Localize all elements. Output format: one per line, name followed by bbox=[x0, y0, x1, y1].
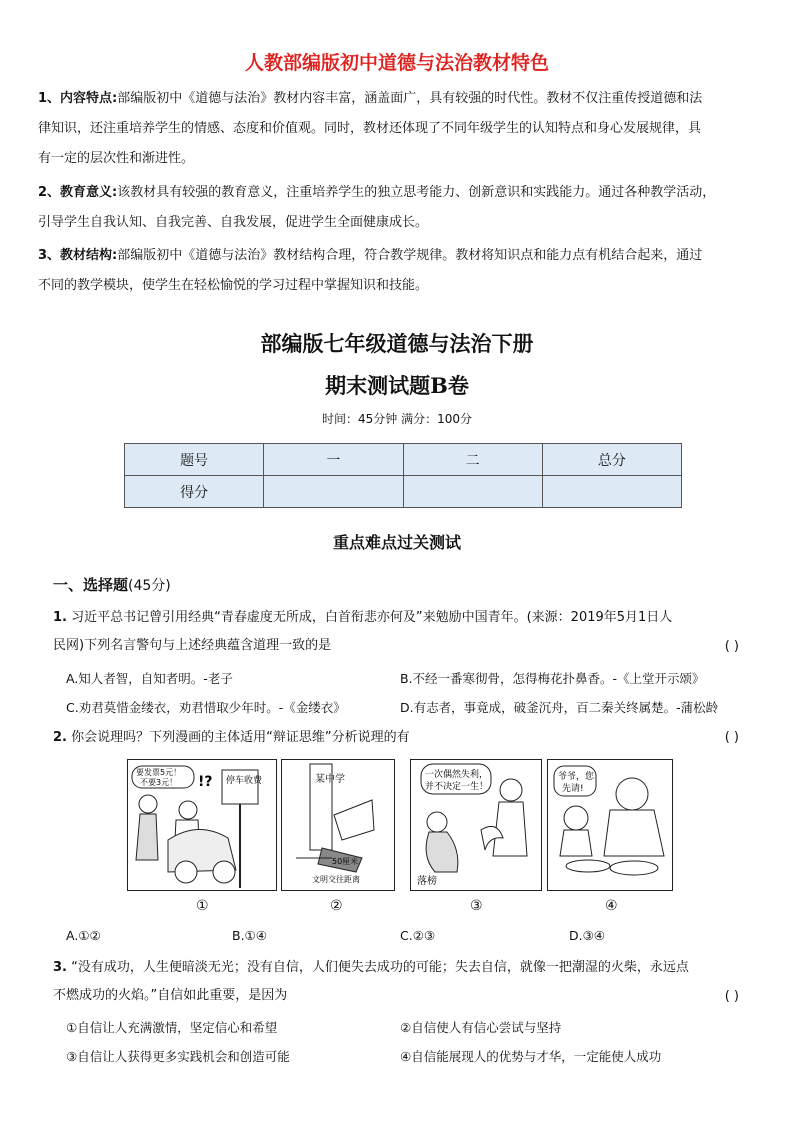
table-header-cell: 一 bbox=[264, 444, 403, 476]
cartoon-1-caption: ① bbox=[196, 898, 209, 914]
question-number: 2. bbox=[53, 730, 67, 745]
question-text: “没有成功，人生便暗淡无光；没有自信，人们便失去成功的可能；失去自信，就像一把潮湿的火柴，永远点 bbox=[71, 960, 689, 975]
cartoon-1-sign: 停车收费 bbox=[226, 776, 263, 786]
option-4[interactable]: ④自信能展现人的优势与才华，一定能使人成功 bbox=[400, 1049, 662, 1064]
question-text: 民网)下列名言警句与上述经典蕴含道理一致的是 bbox=[53, 638, 332, 653]
cartoon-3-caption: ③ bbox=[470, 898, 483, 914]
question-2 bbox=[53, 724, 741, 752]
section-subtitle: 重点难点过关测试 bbox=[332, 533, 461, 552]
cartoon-4-bubble-1: 爷爷，您 bbox=[558, 772, 595, 782]
table-header-cell: 总分 bbox=[542, 444, 681, 476]
option-3[interactable]: ③自信让人获得更多实践机会和创造可能 bbox=[66, 1049, 290, 1064]
intro-text: 部编版初中《道德与法治》教材结构合理，符合教学规律。教材将知识点和能力点有机结合起来，通过 bbox=[117, 248, 703, 263]
option-c[interactable]: C.②③ bbox=[400, 928, 436, 943]
intro-text: 该教材具有较强的教育意义，注重培养学生的独立思考能力、创新意识和实践能力。通过各种教学活动， bbox=[117, 185, 716, 200]
question-number: 1. bbox=[53, 610, 67, 625]
option-d[interactable]: D.有志者，事竟成，破釜沉舟，百二秦关终属楚。-蒲松龄 bbox=[400, 700, 719, 715]
option-b[interactable]: B.不经一番寒彻骨，怎得梅花扑鼻香。-《上堂开示颂》 bbox=[400, 671, 705, 686]
cartoon-2-distance: 50厘米 bbox=[332, 857, 359, 866]
score-cell[interactable] bbox=[403, 476, 542, 508]
cartoon-2-image bbox=[281, 759, 395, 891]
score-cell[interactable] bbox=[264, 476, 403, 508]
intro-text: 引导学生自我认知、自我完善、自我发展，促进学生全面健康成长。 bbox=[38, 215, 429, 230]
cartoon-2-note: 文明交往距离 bbox=[312, 875, 360, 884]
option-d[interactable]: D.③④ bbox=[569, 928, 606, 943]
svg-text:!?: !? bbox=[198, 774, 213, 790]
cartoon-2-caption: ② bbox=[330, 898, 343, 914]
cartoon-1-bubble-2: 不要3元！ bbox=[140, 778, 178, 787]
exam-title: 部编版七年级道德与法治下册 bbox=[260, 331, 534, 356]
table-row-label: 得分 bbox=[125, 476, 264, 508]
score-table bbox=[124, 443, 682, 508]
intro-paragraph-2 bbox=[38, 178, 760, 238]
cartoon-4-image bbox=[547, 759, 673, 891]
cartoon-3-image bbox=[410, 759, 542, 891]
cartoon-1-image bbox=[127, 759, 277, 891]
option-b[interactable]: B.①④ bbox=[232, 928, 267, 943]
question-text: 你会说理吗？下列漫画的主体适用“辩证思维”分析说理的有 bbox=[71, 730, 410, 745]
question-number: 3. bbox=[53, 960, 67, 975]
question-text: 不燃成功的火焰。”自信如此重要，是因为 bbox=[53, 988, 288, 1003]
intro-text: 不同的教学模块，使学生在轻松愉悦的学习过程中掌握知识和技能。 bbox=[38, 278, 429, 293]
answer-paren: ( ) bbox=[724, 730, 739, 745]
cartoon-3-bubble-2: 并不决定一生！ bbox=[425, 782, 489, 792]
intro-paragraph-3 bbox=[38, 241, 760, 301]
table-header-cell: 二 bbox=[403, 444, 542, 476]
intro-text: 有一定的层次性和渐进性。 bbox=[38, 151, 195, 166]
question-text: 习近平总书记曾引用经典“青春虚度无所成，白首衔悲亦何及”来勉励中国青年。(来源：2019年5月1日人 bbox=[71, 610, 673, 625]
option-2[interactable]: ②自信使人有信心尝试与坚持 bbox=[400, 1020, 562, 1035]
intro-label: 1、内容特点: bbox=[38, 91, 118, 106]
time-info: 时间：45分钟 满分：100分 bbox=[322, 412, 472, 426]
cartoon-3-label: 落榜 bbox=[417, 876, 437, 887]
cartoon-2-sign: 某中学 bbox=[315, 774, 345, 785]
cartoon-4-bubble-2: 先请! bbox=[562, 784, 584, 794]
intro-label: 2、教育意义: bbox=[38, 185, 118, 200]
answer-paren: ( ) bbox=[724, 989, 739, 1004]
answer-paren: ( ) bbox=[724, 639, 739, 654]
cartoon-3-bubble-1: 一次偶然失利， bbox=[425, 770, 489, 780]
section-title: 一、选择题 bbox=[53, 576, 129, 594]
intro-text: 律知识，还注重培养学生的情感、态度和价值观。同时，教材还体现了不同年级学生的认知特点和身心发展规律，具 bbox=[38, 121, 702, 136]
option-a[interactable]: A.①② bbox=[66, 928, 101, 943]
cartoon-4-caption: ④ bbox=[605, 898, 618, 914]
section-heading bbox=[53, 574, 171, 595]
table-header-cell: 题号 bbox=[125, 444, 264, 476]
option-1[interactable]: ①自信让人充满激情，坚定信心和希望 bbox=[66, 1020, 278, 1035]
intro-paragraph-1 bbox=[38, 84, 760, 174]
option-a[interactable]: A.知人者智，自知者明。-老子 bbox=[66, 671, 233, 686]
table-row bbox=[125, 476, 682, 508]
question-1 bbox=[53, 604, 741, 660]
question-3 bbox=[53, 954, 741, 1010]
score-cell[interactable] bbox=[542, 476, 681, 508]
exam-subtitle: 期末测试题B卷 bbox=[325, 373, 469, 398]
intro-label: 3、教材结构: bbox=[38, 248, 118, 263]
option-c[interactable]: C.劝君莫惜金缕衣，劝君惜取少年时。-《金缕衣》 bbox=[66, 700, 346, 715]
section-score: (45分) bbox=[128, 578, 171, 594]
table-row bbox=[125, 444, 682, 476]
cartoon-1-bubble-1: 要发票5元！ bbox=[136, 768, 182, 777]
banner-title: 人教部编版初中道德与法治教材特色 bbox=[244, 52, 549, 74]
intro-text: 部编版初中《道德与法治》教材内容丰富，涵盖面广，具有较强的时代性。教材不仅注重传授道德和法 bbox=[117, 91, 703, 106]
